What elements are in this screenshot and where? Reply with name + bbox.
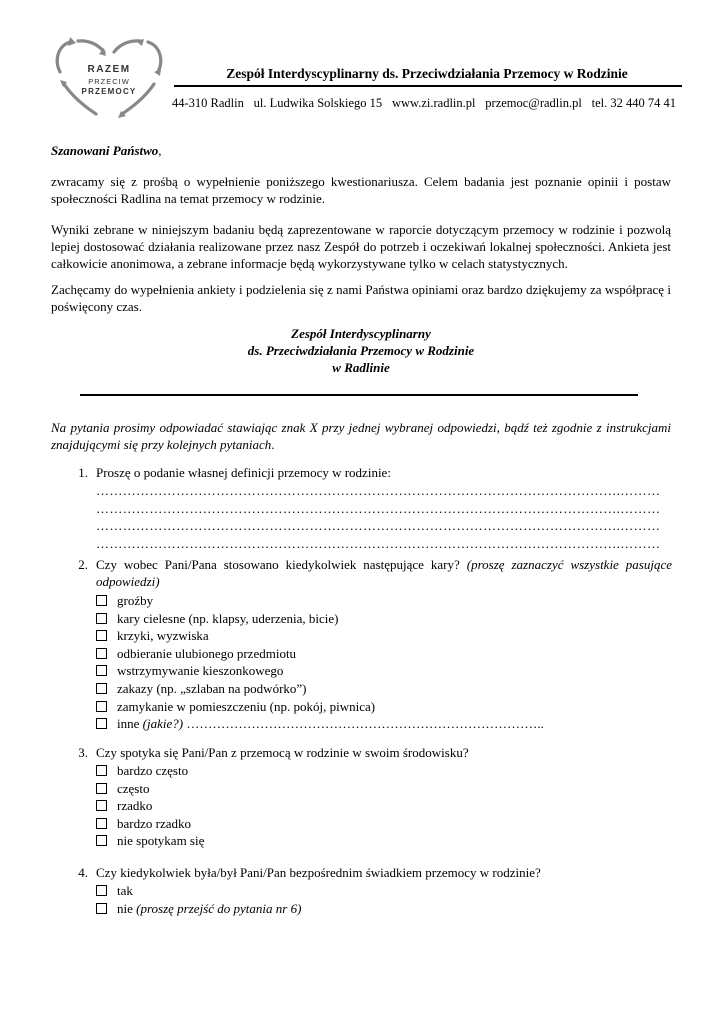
question-number: 3. (78, 745, 88, 760)
question-2 (72, 556, 672, 733)
paragraph-3: Zachęcamy do wypełnienia ankiety i podzielenia się z nami Państwa opiniami oraz bardzo dziękujemy za współpracę i poświęcony czas. (51, 282, 671, 314)
signature-line-3: w Radlinie (332, 360, 390, 375)
question-4 (72, 864, 672, 917)
option-krzyki[interactable]: krzyki, wyzwiska (96, 627, 672, 645)
option-rzadko[interactable]: rzadko (96, 797, 672, 815)
greeting: Szanowani Państwo, (51, 143, 162, 158)
option-nie-spotykam[interactable]: nie spotykam się (96, 832, 672, 850)
contact-phone: tel. 32 440 74 41 (591, 96, 676, 110)
header-divider (174, 85, 682, 87)
option-inne[interactable]: inne (jakie?) ……………………………………………………………………….. (96, 715, 672, 733)
checkbox[interactable] (96, 818, 107, 829)
signature-divider (80, 394, 638, 396)
option-kary-cielesne[interactable]: kary cielesne (np. klapsy, uderzenia, bicie) (96, 610, 672, 628)
question-3 (72, 744, 672, 850)
checkbox[interactable] (96, 718, 107, 729)
answer-line[interactable]: ……………………………………………………………………………………………………….……… (96, 518, 661, 533)
logo (48, 34, 170, 126)
option-grozby[interactable]: groźby (96, 592, 672, 610)
question-text: Czy wobec Pani/Pana stosowano kiedykolwiek następujące kary? (proszę zaznaczyć wszystkie pasujące odpowiedzi) (96, 557, 673, 589)
checkbox[interactable] (96, 903, 107, 914)
option-odbieranie[interactable]: odbieranie ulubionego przedmiotu (96, 645, 672, 663)
option-bardzo-czesto[interactable]: bardzo często (96, 762, 672, 780)
option-kieszonkowe[interactable]: wstrzymywanie kieszonkowego (96, 662, 672, 680)
question-number: 2. (78, 557, 88, 572)
checkbox[interactable] (96, 683, 107, 694)
logo-text-razem: RAZEM (87, 64, 131, 75)
answer-line[interactable]: ……………………………………………………………………………………………………….……… (96, 483, 661, 498)
option-czesto[interactable]: często (96, 780, 672, 798)
checkbox[interactable] (96, 665, 107, 676)
question-number: 1. (78, 465, 88, 480)
contact-website: www.zi.radlin.pl (391, 96, 476, 110)
logo-text-przeciw: PRZECIW (88, 77, 130, 86)
checkbox[interactable] (96, 835, 107, 846)
question-text: Proszę o podanie własnej definicji przemocy w rodzinie: (96, 465, 391, 480)
paragraph-1: zwracamy się z prośbą o wypełnienie poniższego kwestionariusza. Celem badania jest poznanie opinii i postaw społeczności Radlina na temat przemocy w rodzinie. (51, 174, 671, 206)
checkbox[interactable] (96, 885, 107, 896)
contact-street: ul. Ludwika Solskiego 15 (253, 96, 383, 110)
org-title: Zespół Interdyscyplinarny ds. Przeciwdziałania Przemocy w Rodzinie (226, 66, 628, 81)
instructions: Na pytania prosimy odpowiadać stawiając znak X przy jednej wybranej odpowiedzi, bądź też zgodnie z instrukcjami znajdującymi się przy kolejnych pytaniach. (51, 420, 671, 452)
question-number: 4. (78, 865, 88, 880)
signature-line-1: Zespół Interdyscyplinarny (291, 326, 431, 341)
checkbox[interactable] (96, 595, 107, 606)
checkbox[interactable] (96, 765, 107, 776)
option-nie[interactable]: nie (proszę przejść do pytania nr 6) (96, 900, 672, 918)
option-zakazy[interactable]: zakazy (np. „szlaban na podwórko”) (96, 680, 672, 698)
checkbox[interactable] (96, 648, 107, 659)
checkbox[interactable] (96, 701, 107, 712)
checkbox[interactable] (96, 630, 107, 641)
signature-line-2: ds. Przeciwdziałania Przemocy w Rodzinie (247, 343, 475, 358)
option-tak[interactable]: tak (96, 882, 672, 900)
question-text: Czy kiedykolwiek była/był Pani/Pan bezpośrednim świadkiem przemocy w rodzinie? (96, 865, 541, 880)
contact-address: 44-310 Radlin (172, 96, 244, 110)
option-bardzo-rzadko[interactable]: bardzo rzadko (96, 815, 672, 833)
checkbox[interactable] (96, 800, 107, 811)
question-1 (72, 464, 672, 552)
paragraph-2: Wyniki zebrane w niniejszym badaniu będą zaprezentowane w raporcie dotyczącym przemocy w rodzinie i pozwolą lepiej dostosować działania realizowane przez nasz Zespół do potrzeb i oczekiwań lokalnej społeczności. Ankieta jest całkowicie anonimowa, a zebrane informacje będą wykorzystywane tylko w celach statystycznych. (51, 222, 671, 271)
answer-line[interactable]: ……………………………………………………………………………………………………….……… (96, 535, 661, 551)
contact-line (172, 96, 676, 111)
question-text: Czy spotyka się Pani/Pan z przemocą w rodzinie w swoim środowisku? (96, 745, 469, 760)
logo-text-przemocy: PRZEMOCY (81, 87, 137, 96)
checkbox[interactable] (96, 613, 107, 624)
contact-email: przemoc@radlin.pl (485, 96, 582, 110)
answer-line[interactable]: ……………………………………………………………………….. (186, 716, 544, 732)
option-zamykanie[interactable]: zamykanie w pomieszczeniu (np. pokój, piwnica) (96, 698, 672, 716)
checkbox[interactable] (96, 783, 107, 794)
answer-line[interactable]: ……………………………………………………………………………………………………….……… (96, 500, 661, 516)
